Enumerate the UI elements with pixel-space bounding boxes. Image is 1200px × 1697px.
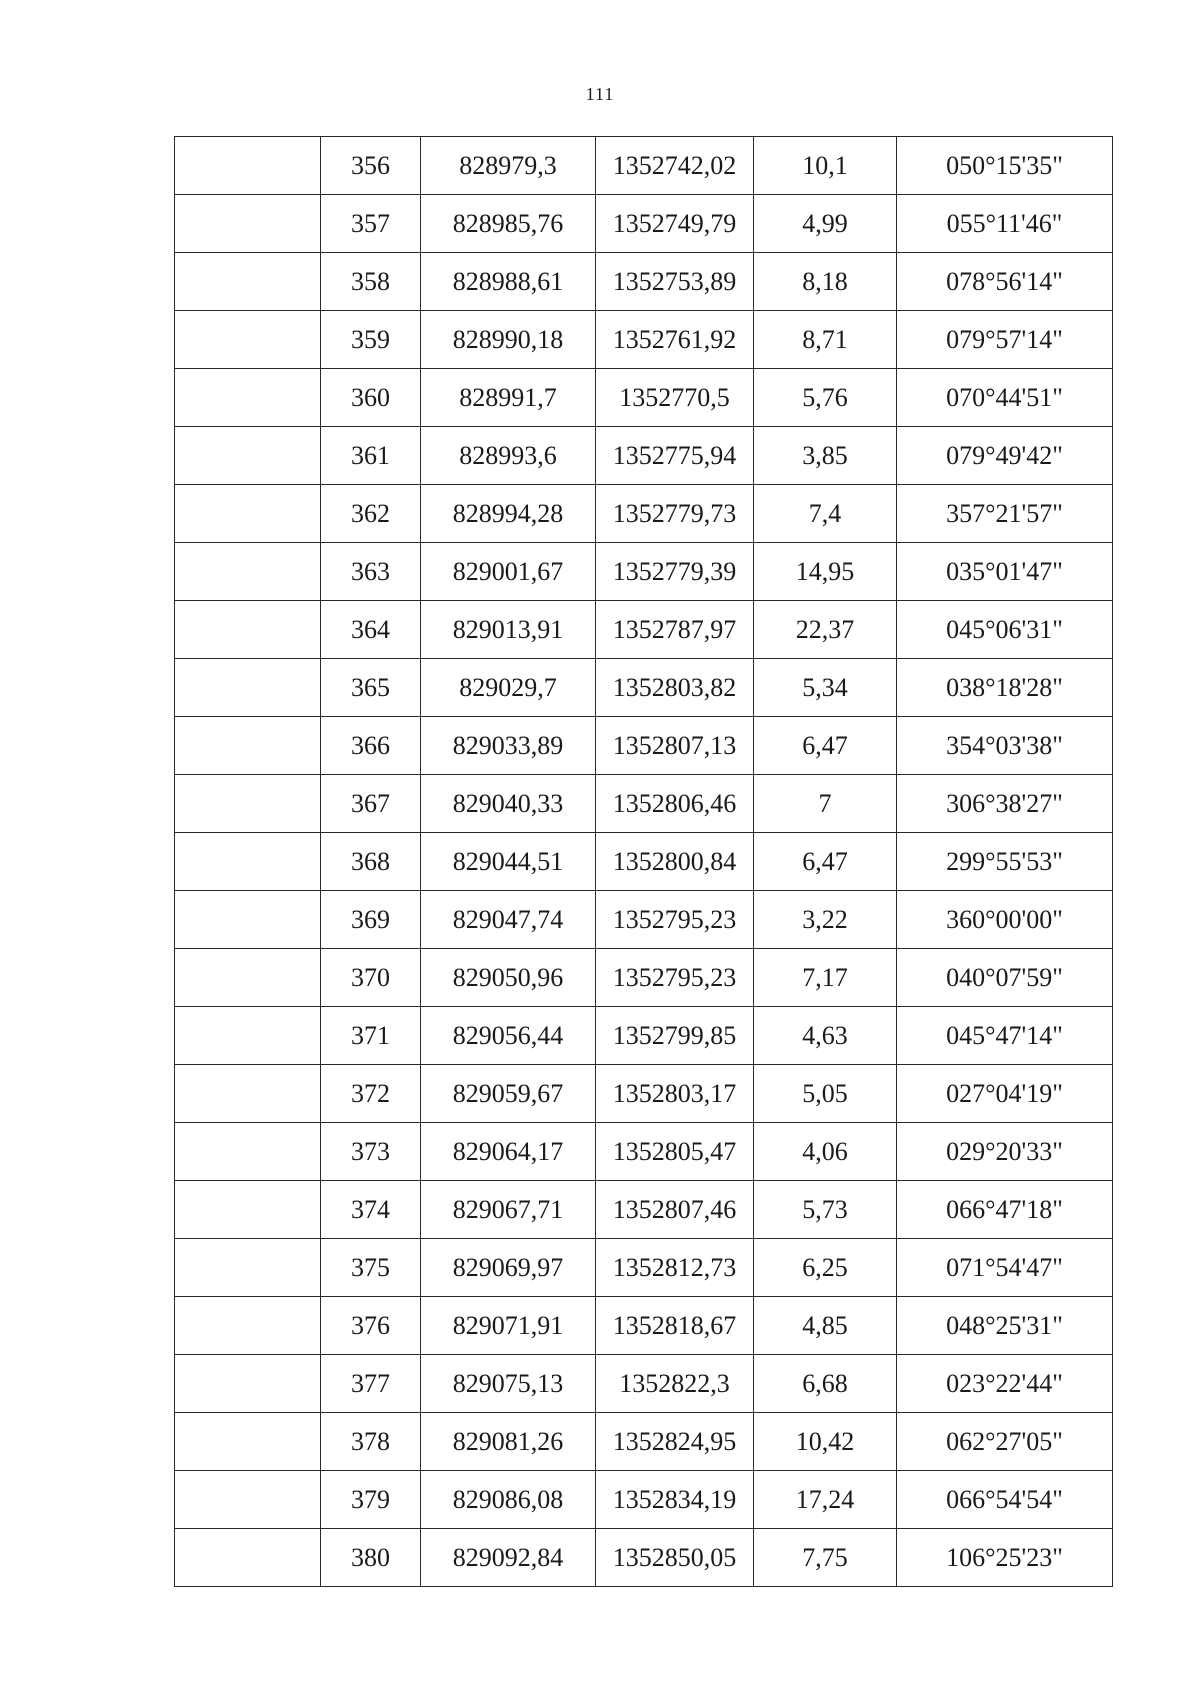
blank-cell bbox=[175, 1297, 321, 1355]
y-coordinate-cell: 1352779,73 bbox=[596, 485, 754, 543]
table-row bbox=[175, 601, 1113, 659]
y-coordinate-cell: 1352807,46 bbox=[596, 1181, 754, 1239]
point-number-cell: 362 bbox=[321, 485, 421, 543]
point-number-cell: 370 bbox=[321, 949, 421, 1007]
y-coordinate-cell: 1352807,13 bbox=[596, 717, 754, 775]
segment-length-cell: 8,71 bbox=[754, 311, 897, 369]
blank-cell bbox=[175, 833, 321, 891]
blank-cell bbox=[175, 949, 321, 1007]
y-coordinate-cell: 1352779,39 bbox=[596, 543, 754, 601]
x-coordinate-cell: 828985,76 bbox=[421, 195, 596, 253]
bearing-angle-cell: 040°07'59" bbox=[897, 949, 1113, 1007]
point-number-cell: 368 bbox=[321, 833, 421, 891]
blank-cell bbox=[175, 1123, 321, 1181]
segment-length-cell: 3,22 bbox=[754, 891, 897, 949]
point-number-cell: 356 bbox=[321, 137, 421, 195]
point-number-cell: 378 bbox=[321, 1413, 421, 1471]
x-coordinate-cell: 829064,17 bbox=[421, 1123, 596, 1181]
point-number-cell: 374 bbox=[321, 1181, 421, 1239]
y-coordinate-cell: 1352806,46 bbox=[596, 775, 754, 833]
segment-length-cell: 7,17 bbox=[754, 949, 897, 1007]
x-coordinate-cell: 829029,7 bbox=[421, 659, 596, 717]
x-coordinate-cell: 828994,28 bbox=[421, 485, 596, 543]
x-coordinate-cell: 829075,13 bbox=[421, 1355, 596, 1413]
blank-cell bbox=[175, 1065, 321, 1123]
y-coordinate-cell: 1352775,94 bbox=[596, 427, 754, 485]
x-coordinate-cell: 829092,84 bbox=[421, 1529, 596, 1587]
table-row bbox=[175, 659, 1113, 717]
segment-length-cell: 5,73 bbox=[754, 1181, 897, 1239]
point-number-cell: 365 bbox=[321, 659, 421, 717]
y-coordinate-cell: 1352753,89 bbox=[596, 253, 754, 311]
blank-cell bbox=[175, 659, 321, 717]
table-row bbox=[175, 1355, 1113, 1413]
bearing-angle-cell: 079°49'42" bbox=[897, 427, 1113, 485]
x-coordinate-cell: 829001,67 bbox=[421, 543, 596, 601]
point-number-cell: 366 bbox=[321, 717, 421, 775]
bearing-angle-cell: 045°06'31" bbox=[897, 601, 1113, 659]
point-number-cell: 369 bbox=[321, 891, 421, 949]
point-number-cell: 359 bbox=[321, 311, 421, 369]
blank-cell bbox=[175, 427, 321, 485]
segment-length-cell: 22,37 bbox=[754, 601, 897, 659]
segment-length-cell: 4,99 bbox=[754, 195, 897, 253]
blank-cell bbox=[175, 717, 321, 775]
blank-cell bbox=[175, 1471, 321, 1529]
point-number-cell: 367 bbox=[321, 775, 421, 833]
y-coordinate-cell: 1352795,23 bbox=[596, 891, 754, 949]
x-coordinate-cell: 829050,96 bbox=[421, 949, 596, 1007]
table-row bbox=[175, 775, 1113, 833]
x-coordinate-cell: 828993,6 bbox=[421, 427, 596, 485]
blank-cell bbox=[175, 1007, 321, 1065]
blank-cell bbox=[175, 1239, 321, 1297]
y-coordinate-cell: 1352742,02 bbox=[596, 137, 754, 195]
x-coordinate-cell: 829040,33 bbox=[421, 775, 596, 833]
blank-cell bbox=[175, 1529, 321, 1587]
bearing-angle-cell: 029°20'33" bbox=[897, 1123, 1113, 1181]
x-coordinate-cell: 829059,67 bbox=[421, 1065, 596, 1123]
coordinates-table bbox=[174, 136, 1113, 1587]
y-coordinate-cell: 1352770,5 bbox=[596, 369, 754, 427]
blank-cell bbox=[175, 195, 321, 253]
bearing-angle-cell: 360°00'00" bbox=[897, 891, 1113, 949]
table-row bbox=[175, 1413, 1113, 1471]
segment-length-cell: 6,47 bbox=[754, 717, 897, 775]
point-number-cell: 357 bbox=[321, 195, 421, 253]
x-coordinate-cell: 829013,91 bbox=[421, 601, 596, 659]
segment-length-cell: 4,63 bbox=[754, 1007, 897, 1065]
table-row bbox=[175, 543, 1113, 601]
table-row bbox=[175, 949, 1113, 1007]
bearing-angle-cell: 048°25'31" bbox=[897, 1297, 1113, 1355]
blank-cell bbox=[175, 601, 321, 659]
table-row bbox=[175, 1181, 1113, 1239]
table-row bbox=[175, 1297, 1113, 1355]
table-row bbox=[175, 485, 1113, 543]
bearing-angle-cell: 038°18'28" bbox=[897, 659, 1113, 717]
y-coordinate-cell: 1352749,79 bbox=[596, 195, 754, 253]
segment-length-cell: 7,4 bbox=[754, 485, 897, 543]
table-row bbox=[175, 891, 1113, 949]
blank-cell bbox=[175, 1181, 321, 1239]
y-coordinate-cell: 1352787,97 bbox=[596, 601, 754, 659]
point-number-cell: 371 bbox=[321, 1007, 421, 1065]
segment-length-cell: 5,76 bbox=[754, 369, 897, 427]
segment-length-cell: 17,24 bbox=[754, 1471, 897, 1529]
blank-cell bbox=[175, 543, 321, 601]
blank-cell bbox=[175, 891, 321, 949]
y-coordinate-cell: 1352818,67 bbox=[596, 1297, 754, 1355]
table-row bbox=[175, 195, 1113, 253]
table-row bbox=[175, 369, 1113, 427]
segment-length-cell: 4,06 bbox=[754, 1123, 897, 1181]
page-number: 111 bbox=[585, 84, 615, 104]
segment-length-cell: 6,47 bbox=[754, 833, 897, 891]
blank-cell bbox=[175, 369, 321, 427]
x-coordinate-cell: 828988,61 bbox=[421, 253, 596, 311]
segment-length-cell: 8,18 bbox=[754, 253, 897, 311]
point-number-cell: 375 bbox=[321, 1239, 421, 1297]
point-number-cell: 361 bbox=[321, 427, 421, 485]
segment-length-cell: 7 bbox=[754, 775, 897, 833]
bearing-angle-cell: 023°22'44" bbox=[897, 1355, 1113, 1413]
table-row bbox=[175, 1529, 1113, 1587]
y-coordinate-cell: 1352761,92 bbox=[596, 311, 754, 369]
y-coordinate-cell: 1352834,19 bbox=[596, 1471, 754, 1529]
segment-length-cell: 4,85 bbox=[754, 1297, 897, 1355]
y-coordinate-cell: 1352822,3 bbox=[596, 1355, 754, 1413]
point-number-cell: 377 bbox=[321, 1355, 421, 1413]
bearing-angle-cell: 027°04'19" bbox=[897, 1065, 1113, 1123]
x-coordinate-cell: 829069,97 bbox=[421, 1239, 596, 1297]
segment-length-cell: 10,42 bbox=[754, 1413, 897, 1471]
blank-cell bbox=[175, 485, 321, 543]
bearing-angle-cell: 071°54'47" bbox=[897, 1239, 1113, 1297]
bearing-angle-cell: 050°15'35" bbox=[897, 137, 1113, 195]
blank-cell bbox=[175, 775, 321, 833]
y-coordinate-cell: 1352803,17 bbox=[596, 1065, 754, 1123]
y-coordinate-cell: 1352805,47 bbox=[596, 1123, 754, 1181]
blank-cell bbox=[175, 137, 321, 195]
bearing-angle-cell: 066°54'54" bbox=[897, 1471, 1113, 1529]
table-row bbox=[175, 1007, 1113, 1065]
x-coordinate-cell: 829033,89 bbox=[421, 717, 596, 775]
x-coordinate-cell: 829044,51 bbox=[421, 833, 596, 891]
blank-cell bbox=[175, 311, 321, 369]
y-coordinate-cell: 1352799,85 bbox=[596, 1007, 754, 1065]
point-number-cell: 376 bbox=[321, 1297, 421, 1355]
bearing-angle-cell: 070°44'51" bbox=[897, 369, 1113, 427]
y-coordinate-cell: 1352850,05 bbox=[596, 1529, 754, 1587]
segment-length-cell: 14,95 bbox=[754, 543, 897, 601]
x-coordinate-cell: 829047,74 bbox=[421, 891, 596, 949]
x-coordinate-cell: 829071,91 bbox=[421, 1297, 596, 1355]
blank-cell bbox=[175, 253, 321, 311]
y-coordinate-cell: 1352795,23 bbox=[596, 949, 754, 1007]
segment-length-cell: 7,75 bbox=[754, 1529, 897, 1587]
blank-cell bbox=[175, 1355, 321, 1413]
segment-length-cell: 10,1 bbox=[754, 137, 897, 195]
segment-length-cell: 5,34 bbox=[754, 659, 897, 717]
x-coordinate-cell: 829056,44 bbox=[421, 1007, 596, 1065]
bearing-angle-cell: 079°57'14" bbox=[897, 311, 1113, 369]
blank-cell bbox=[175, 1413, 321, 1471]
segment-length-cell: 3,85 bbox=[754, 427, 897, 485]
x-coordinate-cell: 828990,18 bbox=[421, 311, 596, 369]
bearing-angle-cell: 062°27'05" bbox=[897, 1413, 1113, 1471]
bearing-angle-cell: 055°11'46" bbox=[897, 195, 1113, 253]
point-number-cell: 373 bbox=[321, 1123, 421, 1181]
table-row bbox=[175, 1239, 1113, 1297]
table-row bbox=[175, 1123, 1113, 1181]
segment-length-cell: 6,25 bbox=[754, 1239, 897, 1297]
table-row bbox=[175, 1065, 1113, 1123]
x-coordinate-cell: 829067,71 bbox=[421, 1181, 596, 1239]
table-row bbox=[175, 427, 1113, 485]
y-coordinate-cell: 1352812,73 bbox=[596, 1239, 754, 1297]
table-row bbox=[175, 717, 1113, 775]
point-number-cell: 380 bbox=[321, 1529, 421, 1587]
bearing-angle-cell: 035°01'47" bbox=[897, 543, 1113, 601]
table-row bbox=[175, 311, 1113, 369]
bearing-angle-cell: 066°47'18" bbox=[897, 1181, 1113, 1239]
bearing-angle-cell: 306°38'27" bbox=[897, 775, 1113, 833]
coordinates-table-body bbox=[175, 137, 1113, 1587]
bearing-angle-cell: 078°56'14" bbox=[897, 253, 1113, 311]
x-coordinate-cell: 829081,26 bbox=[421, 1413, 596, 1471]
point-number-cell: 372 bbox=[321, 1065, 421, 1123]
segment-length-cell: 6,68 bbox=[754, 1355, 897, 1413]
point-number-cell: 358 bbox=[321, 253, 421, 311]
y-coordinate-cell: 1352824,95 bbox=[596, 1413, 754, 1471]
x-coordinate-cell: 828979,3 bbox=[421, 137, 596, 195]
table-row bbox=[175, 1471, 1113, 1529]
y-coordinate-cell: 1352803,82 bbox=[596, 659, 754, 717]
bearing-angle-cell: 299°55'53" bbox=[897, 833, 1113, 891]
y-coordinate-cell: 1352800,84 bbox=[596, 833, 754, 891]
table-row bbox=[175, 253, 1113, 311]
bearing-angle-cell: 357°21'57" bbox=[897, 485, 1113, 543]
table-row bbox=[175, 833, 1113, 891]
segment-length-cell: 5,05 bbox=[754, 1065, 897, 1123]
point-number-cell: 364 bbox=[321, 601, 421, 659]
point-number-cell: 379 bbox=[321, 1471, 421, 1529]
bearing-angle-cell: 354°03'38" bbox=[897, 717, 1113, 775]
x-coordinate-cell: 829086,08 bbox=[421, 1471, 596, 1529]
bearing-angle-cell: 106°25'23" bbox=[897, 1529, 1113, 1587]
point-number-cell: 363 bbox=[321, 543, 421, 601]
table-row bbox=[175, 137, 1113, 195]
point-number-cell: 360 bbox=[321, 369, 421, 427]
x-coordinate-cell: 828991,7 bbox=[421, 369, 596, 427]
bearing-angle-cell: 045°47'14" bbox=[897, 1007, 1113, 1065]
